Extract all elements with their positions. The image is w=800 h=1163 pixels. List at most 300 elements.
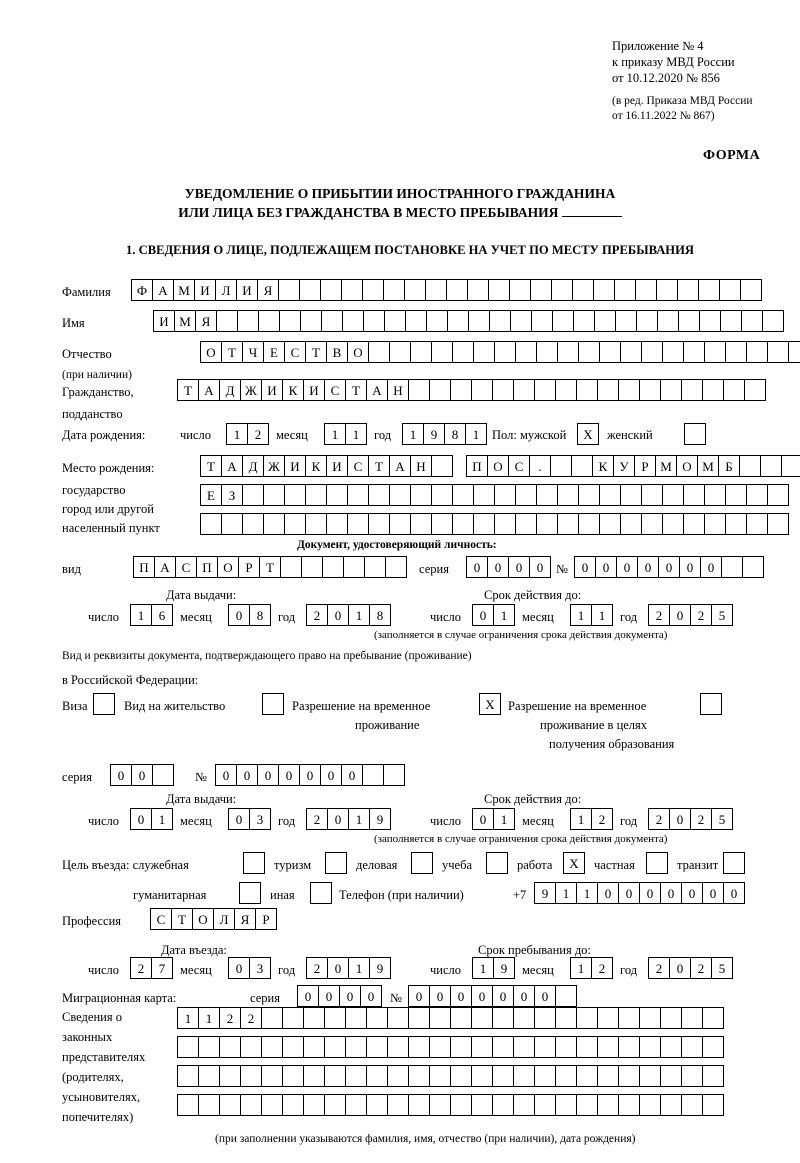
char-cell[interactable] (704, 484, 726, 506)
char-cell[interactable] (152, 764, 174, 786)
char-cell[interactable] (578, 341, 600, 363)
citizenship-cells[interactable] (177, 379, 765, 401)
char-cell[interactable] (684, 423, 706, 445)
char-cell[interactable] (305, 484, 327, 506)
char-cell[interactable]: X (563, 852, 585, 874)
char-cell[interactable]: А (152, 279, 174, 301)
char-cell[interactable] (702, 1036, 724, 1058)
char-cell[interactable] (702, 1007, 724, 1029)
char-cell[interactable]: 0 (466, 556, 488, 578)
char-cell[interactable] (573, 310, 595, 332)
char-cell[interactable]: М (174, 310, 196, 332)
char-cell[interactable]: Т (259, 556, 281, 578)
temp-residence-checkbox[interactable] (479, 693, 500, 715)
char-cell[interactable] (767, 341, 789, 363)
char-cell[interactable] (513, 1007, 535, 1029)
char-cell[interactable] (243, 852, 265, 874)
char-cell[interactable] (618, 1036, 640, 1058)
sex-female-checkbox[interactable] (684, 423, 705, 445)
char-cell[interactable]: 0 (574, 556, 596, 578)
char-cell[interactable] (322, 556, 344, 578)
char-cell[interactable] (429, 1065, 451, 1087)
char-cell[interactable]: 0 (299, 764, 321, 786)
char-cell[interactable] (261, 1007, 283, 1029)
entry-month-cells[interactable] (228, 957, 270, 979)
char-cell[interactable] (597, 1036, 619, 1058)
name-cells[interactable] (153, 310, 783, 332)
char-cell[interactable]: 0 (228, 957, 250, 979)
char-cell[interactable] (550, 455, 572, 477)
char-cell[interactable]: 1 (226, 423, 248, 445)
char-cell[interactable]: 9 (369, 808, 391, 830)
char-cell[interactable] (303, 1065, 325, 1087)
char-cell[interactable] (303, 1036, 325, 1058)
char-cell[interactable]: Ж (240, 379, 262, 401)
char-cell[interactable]: 2 (690, 808, 712, 830)
char-cell[interactable] (263, 513, 285, 535)
char-cell[interactable] (660, 1094, 682, 1116)
char-cell[interactable]: 0 (297, 985, 319, 1007)
char-cell[interactable]: 0 (318, 985, 340, 1007)
char-cell[interactable] (282, 1065, 304, 1087)
char-cell[interactable] (515, 513, 537, 535)
char-cell[interactable] (383, 279, 405, 301)
char-cell[interactable] (452, 341, 474, 363)
char-cell[interactable] (725, 341, 747, 363)
char-cell[interactable] (219, 1036, 241, 1058)
char-cell[interactable]: А (221, 455, 243, 477)
char-cell[interactable] (744, 379, 766, 401)
char-cell[interactable] (534, 379, 556, 401)
char-cell[interactable] (284, 484, 306, 506)
char-cell[interactable] (198, 1094, 220, 1116)
char-cell[interactable] (618, 1007, 640, 1029)
char-cell[interactable] (741, 310, 763, 332)
char-cell[interactable] (760, 455, 782, 477)
char-cell[interactable] (618, 1094, 640, 1116)
char-cell[interactable] (345, 1007, 367, 1029)
char-cell[interactable] (494, 341, 516, 363)
char-cell[interactable] (261, 1094, 283, 1116)
char-cell[interactable] (536, 513, 558, 535)
char-cell[interactable] (326, 484, 348, 506)
char-cell[interactable]: 9 (423, 423, 445, 445)
char-cell[interactable]: 2 (648, 604, 670, 626)
char-cell[interactable]: Р (238, 556, 260, 578)
char-cell[interactable]: Д (242, 455, 264, 477)
char-cell[interactable]: Т (345, 379, 367, 401)
permit-issue-year-cells[interactable] (306, 808, 390, 830)
char-cell[interactable] (536, 341, 558, 363)
char-cell[interactable]: Я (234, 908, 256, 930)
char-cell[interactable] (385, 556, 407, 578)
char-cell[interactable] (320, 279, 342, 301)
char-cell[interactable] (660, 1007, 682, 1029)
char-cell[interactable] (681, 1036, 703, 1058)
char-cell[interactable] (746, 484, 768, 506)
char-cell[interactable] (261, 1065, 283, 1087)
char-cell[interactable]: 0 (360, 985, 382, 1007)
char-cell[interactable] (177, 1065, 199, 1087)
char-cell[interactable]: Т (177, 379, 199, 401)
char-cell[interactable] (494, 484, 516, 506)
char-cell[interactable] (263, 484, 285, 506)
permit-valid-year-cells[interactable] (648, 808, 732, 830)
char-cell[interactable]: 0 (723, 882, 745, 904)
char-cell[interactable]: 1 (348, 957, 370, 979)
char-cell[interactable]: С (150, 908, 172, 930)
char-cell[interactable]: 0 (215, 764, 237, 786)
char-cell[interactable] (426, 310, 448, 332)
char-cell[interactable]: 0 (278, 764, 300, 786)
char-cell[interactable] (614, 279, 636, 301)
char-cell[interactable] (177, 1094, 199, 1116)
char-cell[interactable] (408, 1065, 430, 1087)
entry-day-cells[interactable] (130, 957, 172, 979)
char-cell[interactable] (303, 1094, 325, 1116)
char-cell[interactable]: 2 (219, 1007, 241, 1029)
char-cell[interactable]: 0 (327, 604, 349, 626)
birth-day-cells[interactable] (226, 423, 268, 445)
char-cell[interactable] (704, 513, 726, 535)
doc-kind-cells[interactable] (133, 556, 406, 578)
stay-year-cells[interactable] (648, 957, 732, 979)
char-cell[interactable]: 1 (570, 808, 592, 830)
char-cell[interactable]: И (194, 279, 216, 301)
char-cell[interactable] (762, 310, 784, 332)
char-cell[interactable] (555, 1094, 577, 1116)
char-cell[interactable] (410, 341, 432, 363)
char-cell[interactable] (471, 1036, 493, 1058)
char-cell[interactable]: 2 (591, 808, 613, 830)
char-cell[interactable] (429, 379, 451, 401)
char-cell[interactable]: П (196, 556, 218, 578)
char-cell[interactable]: Р (634, 455, 656, 477)
char-cell[interactable] (725, 484, 747, 506)
edu-residence-checkbox[interactable] (700, 693, 721, 715)
char-cell[interactable] (599, 484, 621, 506)
char-cell[interactable]: М (697, 455, 719, 477)
char-cell[interactable] (324, 1036, 346, 1058)
char-cell[interactable] (450, 379, 472, 401)
char-cell[interactable] (240, 1036, 262, 1058)
char-cell[interactable] (662, 341, 684, 363)
char-cell[interactable] (681, 1065, 703, 1087)
char-cell[interactable] (261, 1036, 283, 1058)
char-cell[interactable]: М (173, 279, 195, 301)
char-cell[interactable] (530, 279, 552, 301)
char-cell[interactable]: 1 (198, 1007, 220, 1029)
char-cell[interactable]: 0 (702, 882, 724, 904)
char-cell[interactable] (473, 341, 495, 363)
char-cell[interactable] (746, 513, 768, 535)
doc-series-cells[interactable] (466, 556, 550, 578)
char-cell[interactable]: 2 (306, 808, 328, 830)
char-cell[interactable] (576, 1036, 598, 1058)
char-cell[interactable] (641, 513, 663, 535)
char-cell[interactable] (721, 556, 743, 578)
char-cell[interactable] (324, 1007, 346, 1029)
permit-valid-day-cells[interactable] (472, 808, 514, 830)
char-cell[interactable]: С (284, 341, 306, 363)
char-cell[interactable] (219, 1065, 241, 1087)
char-cell[interactable]: О (487, 455, 509, 477)
char-cell[interactable]: З (221, 484, 243, 506)
char-cell[interactable] (363, 310, 385, 332)
char-cell[interactable]: 2 (690, 604, 712, 626)
char-cell[interactable]: С (175, 556, 197, 578)
char-cell[interactable]: 0 (320, 764, 342, 786)
char-cell[interactable] (704, 341, 726, 363)
char-cell[interactable] (739, 455, 761, 477)
char-cell[interactable]: 0 (529, 556, 551, 578)
char-cell[interactable] (431, 455, 453, 477)
birth-month-cells[interactable] (324, 423, 366, 445)
char-cell[interactable]: 2 (648, 957, 670, 979)
char-cell[interactable] (531, 310, 553, 332)
char-cell[interactable] (429, 1094, 451, 1116)
char-cell[interactable] (620, 484, 642, 506)
char-cell[interactable] (513, 1065, 535, 1087)
char-cell[interactable]: 8 (369, 604, 391, 626)
char-cell[interactable]: 0 (131, 764, 153, 786)
legal-rep-row-1-cells[interactable] (177, 1007, 723, 1029)
char-cell[interactable]: 2 (648, 808, 670, 830)
char-cell[interactable] (702, 379, 724, 401)
char-cell[interactable] (93, 693, 115, 715)
doc-issue-day-cells[interactable] (130, 604, 172, 626)
char-cell[interactable] (492, 379, 514, 401)
char-cell[interactable]: 0 (228, 604, 250, 626)
char-cell[interactable] (513, 1036, 535, 1058)
purpose-humanitarian-checkbox[interactable] (239, 882, 260, 904)
char-cell[interactable]: 0 (471, 985, 493, 1007)
char-cell[interactable] (492, 1065, 514, 1087)
char-cell[interactable] (639, 379, 661, 401)
char-cell[interactable]: . (529, 455, 551, 477)
char-cell[interactable] (471, 1007, 493, 1029)
char-cell[interactable]: 0 (472, 604, 494, 626)
char-cell[interactable]: 2 (591, 957, 613, 979)
char-cell[interactable] (447, 310, 469, 332)
char-cell[interactable] (656, 279, 678, 301)
char-cell[interactable] (368, 341, 390, 363)
char-cell[interactable] (698, 279, 720, 301)
char-cell[interactable] (345, 1094, 367, 1116)
char-cell[interactable] (593, 279, 615, 301)
char-cell[interactable] (341, 279, 363, 301)
char-cell[interactable] (702, 1094, 724, 1116)
birth-place-city-row2-cells[interactable] (200, 484, 788, 506)
surname-cells[interactable] (131, 279, 761, 301)
char-cell[interactable] (572, 279, 594, 301)
char-cell[interactable]: А (366, 379, 388, 401)
char-cell[interactable]: С (347, 455, 369, 477)
birth-place-city-row3-cells[interactable] (200, 513, 788, 535)
char-cell[interactable] (781, 455, 800, 477)
char-cell[interactable]: Я (257, 279, 279, 301)
char-cell[interactable] (389, 513, 411, 535)
char-cell[interactable]: 0 (408, 985, 430, 1007)
char-cell[interactable] (387, 1036, 409, 1058)
char-cell[interactable]: 1 (570, 604, 592, 626)
char-cell[interactable] (725, 513, 747, 535)
char-cell[interactable] (551, 279, 573, 301)
char-cell[interactable]: 0 (508, 556, 530, 578)
char-cell[interactable]: К (305, 455, 327, 477)
purpose-service-checkbox[interactable] (243, 852, 264, 874)
char-cell[interactable] (362, 764, 384, 786)
char-cell[interactable]: Ж (263, 455, 285, 477)
char-cell[interactable] (720, 310, 742, 332)
char-cell[interactable] (262, 693, 284, 715)
char-cell[interactable] (646, 852, 668, 874)
char-cell[interactable] (404, 279, 426, 301)
char-cell[interactable]: 0 (681, 882, 703, 904)
char-cell[interactable] (723, 379, 745, 401)
char-cell[interactable]: 2 (247, 423, 269, 445)
birth-place-city-row1-cells[interactable] (466, 455, 800, 477)
char-cell[interactable] (450, 1036, 472, 1058)
char-cell[interactable]: О (676, 455, 698, 477)
char-cell[interactable] (555, 1036, 577, 1058)
char-cell[interactable]: 1 (570, 957, 592, 979)
char-cell[interactable] (641, 341, 663, 363)
char-cell[interactable] (742, 556, 764, 578)
char-cell[interactable] (325, 852, 347, 874)
char-cell[interactable] (408, 379, 430, 401)
char-cell[interactable] (368, 484, 390, 506)
char-cell[interactable] (366, 1065, 388, 1087)
char-cell[interactable]: 5 (711, 604, 733, 626)
char-cell[interactable]: 1 (324, 423, 346, 445)
char-cell[interactable] (278, 279, 300, 301)
doc-issue-month-cells[interactable] (228, 604, 270, 626)
char-cell[interactable]: 0 (513, 985, 535, 1007)
char-cell[interactable] (239, 882, 261, 904)
char-cell[interactable] (198, 1065, 220, 1087)
char-cell[interactable] (299, 279, 321, 301)
char-cell[interactable]: И (326, 455, 348, 477)
char-cell[interactable] (599, 513, 621, 535)
char-cell[interactable] (597, 1065, 619, 1087)
char-cell[interactable] (681, 379, 703, 401)
char-cell[interactable]: 0 (492, 985, 514, 1007)
char-cell[interactable] (364, 556, 386, 578)
char-cell[interactable] (509, 279, 531, 301)
char-cell[interactable]: 0 (534, 985, 556, 1007)
char-cell[interactable]: Н (387, 379, 409, 401)
char-cell[interactable]: 0 (450, 985, 472, 1007)
char-cell[interactable]: 1 (493, 604, 515, 626)
permit-issue-day-cells[interactable] (130, 808, 172, 830)
char-cell[interactable] (740, 279, 762, 301)
purpose-private-checkbox[interactable] (646, 852, 667, 874)
char-cell[interactable] (534, 1007, 556, 1029)
char-cell[interactable] (534, 1094, 556, 1116)
char-cell[interactable]: 9 (534, 882, 556, 904)
char-cell[interactable]: 1 (402, 423, 424, 445)
char-cell[interactable]: 6 (151, 604, 173, 626)
char-cell[interactable] (347, 484, 369, 506)
char-cell[interactable] (284, 513, 306, 535)
char-cell[interactable]: Т (200, 455, 222, 477)
char-cell[interactable]: 0 (669, 957, 691, 979)
char-cell[interactable]: И (261, 379, 283, 401)
char-cell[interactable]: И (236, 279, 258, 301)
char-cell[interactable] (719, 279, 741, 301)
char-cell[interactable] (326, 513, 348, 535)
permit-number-cells[interactable] (215, 764, 404, 786)
stay-day-cells[interactable] (472, 957, 514, 979)
purpose-study-checkbox[interactable] (486, 852, 507, 874)
char-cell[interactable] (597, 1094, 619, 1116)
char-cell[interactable] (366, 1036, 388, 1058)
char-cell[interactable]: У (613, 455, 635, 477)
char-cell[interactable]: С (508, 455, 530, 477)
char-cell[interactable]: 1 (591, 604, 613, 626)
char-cell[interactable]: Я (195, 310, 217, 332)
visa-checkbox[interactable] (93, 693, 114, 715)
char-cell[interactable]: С (324, 379, 346, 401)
char-cell[interactable] (366, 1007, 388, 1029)
char-cell[interactable]: А (154, 556, 176, 578)
char-cell[interactable]: 1 (465, 423, 487, 445)
char-cell[interactable] (450, 1065, 472, 1087)
char-cell[interactable] (216, 310, 238, 332)
char-cell[interactable]: 0 (637, 556, 659, 578)
doc-number-cells[interactable] (574, 556, 763, 578)
char-cell[interactable] (383, 764, 405, 786)
char-cell[interactable] (513, 1094, 535, 1116)
char-cell[interactable]: Ч (242, 341, 264, 363)
char-cell[interactable]: 1 (348, 604, 370, 626)
char-cell[interactable]: П (133, 556, 155, 578)
char-cell[interactable]: 1 (345, 423, 367, 445)
char-cell[interactable] (681, 1094, 703, 1116)
char-cell[interactable] (431, 341, 453, 363)
char-cell[interactable]: М (655, 455, 677, 477)
char-cell[interactable] (492, 1007, 514, 1029)
char-cell[interactable] (324, 1094, 346, 1116)
char-cell[interactable] (405, 310, 427, 332)
char-cell[interactable]: И (153, 310, 175, 332)
char-cell[interactable] (677, 279, 699, 301)
char-cell[interactable] (515, 484, 537, 506)
char-cell[interactable] (683, 484, 705, 506)
char-cell[interactable]: 0 (679, 556, 701, 578)
char-cell[interactable]: Т (368, 455, 390, 477)
char-cell[interactable] (242, 513, 264, 535)
char-cell[interactable] (452, 484, 474, 506)
char-cell[interactable]: Д (219, 379, 241, 401)
char-cell[interactable]: Т (221, 341, 243, 363)
char-cell[interactable] (347, 513, 369, 535)
char-cell[interactable] (237, 310, 259, 332)
char-cell[interactable] (282, 1007, 304, 1029)
char-cell[interactable] (303, 1007, 325, 1029)
char-cell[interactable] (240, 1065, 262, 1087)
char-cell[interactable]: Ф (131, 279, 153, 301)
char-cell[interactable]: X (577, 423, 599, 445)
permit-series-cells[interactable] (110, 764, 173, 786)
char-cell[interactable] (615, 310, 637, 332)
char-cell[interactable]: 1 (177, 1007, 199, 1029)
char-cell[interactable] (345, 1065, 367, 1087)
sex-male-checkbox[interactable] (577, 423, 598, 445)
char-cell[interactable] (494, 513, 516, 535)
char-cell[interactable]: X (479, 693, 501, 715)
